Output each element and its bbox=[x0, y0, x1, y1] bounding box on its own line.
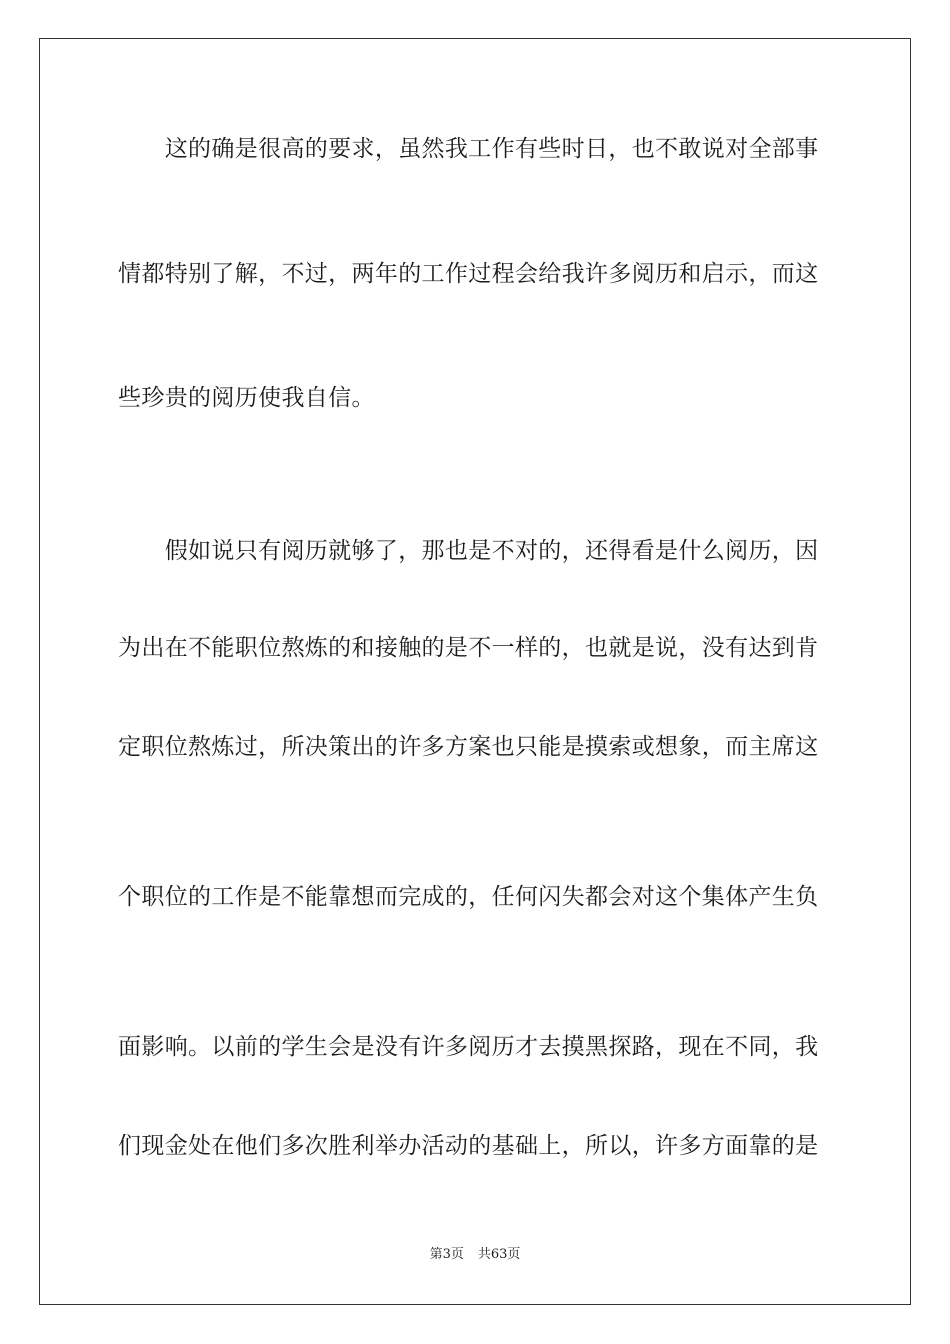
paragraph-2-line-4: 个职位的工作是不能靠想而完成的，任何闪失都会对这个集体产生负 bbox=[118, 884, 819, 910]
total-pages: 共63页 bbox=[477, 1247, 521, 1262]
paragraph-1-line-1: 这的确是很高的要求，虽然我工作有些时日，也不敢说对全部事 bbox=[118, 136, 819, 162]
paragraph-2-line-1: 假如说只有阅历就够了，那也是不对的，还得看是什么阅历，因 bbox=[118, 538, 819, 564]
paragraph-1-line-3: 些珍贵的阅历使我自信。 bbox=[118, 385, 375, 411]
paragraph-2-line-3: 定职位熬炼过，所决策出的许多方案也只能是摸索或想象，而主席这 bbox=[118, 734, 819, 760]
page-number: 第3页 bbox=[429, 1247, 464, 1262]
paragraph-1-line-2: 情都特别了解，不过，两年的工作过程会给我许多阅历和启示，而这 bbox=[118, 261, 819, 287]
paragraph-2-line-5: 面影响。以前的学生会是没有许多阅历才去摸黑探路，现在不同，我 bbox=[118, 1034, 819, 1060]
paragraph-2-line-2: 为出在不能职位熬炼的和接触的是不一样的，也就是说，没有达到肯 bbox=[118, 635, 819, 661]
page-border bbox=[39, 38, 911, 1305]
paragraph-2-line-6: 们现金处在他们多次胜利举办活动的基础上，所以，许多方面靠的是 bbox=[118, 1133, 819, 1159]
page-footer bbox=[0, 1247, 950, 1263]
